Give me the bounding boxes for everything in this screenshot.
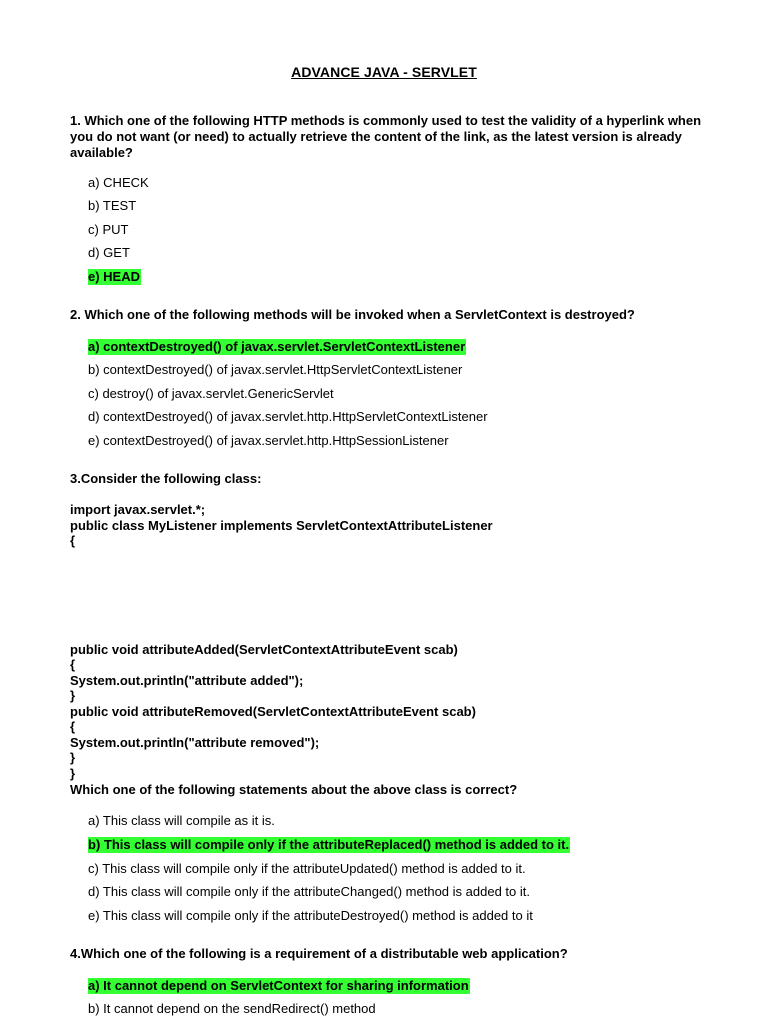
q3-option-b-answer: b) This class will compile only if the attributeReplaced() method is added to it.	[88, 837, 570, 852]
document-title: ADVANCE JAVA - SERVLET	[291, 64, 477, 80]
question-2: 2. Which one of the following methods will be invoked when a ServletContext is destroyed?	[70, 307, 635, 322]
q2-option-c: c) destroy() of javax.servlet.GenericServlet	[88, 386, 334, 401]
q1-option-b: b) TEST	[88, 198, 137, 213]
q3-code-line: import javax.servlet.*;	[70, 502, 206, 517]
q1-option-c: c) PUT	[88, 222, 129, 237]
q4-option-a-answer: a) It cannot depend on ServletContext for sharing information	[88, 978, 469, 993]
q3-code-line: System.out.println("attribute removed");	[70, 735, 320, 750]
question-3-prompt: Which one of the following statements about the above class is correct?	[70, 782, 518, 797]
q3-code-line: {	[70, 533, 76, 548]
q1-option-e-answer: e) HEAD	[88, 269, 141, 284]
question-4: 4.Which one of the following is a requirement of a distributable web application?	[70, 946, 568, 961]
q3-option-e: e) This class will compile only if the attributeDestroyed() method is added to it	[88, 908, 533, 923]
q3-code-line: {	[70, 657, 76, 672]
question-3: 3.Consider the following class:	[70, 471, 262, 486]
q1-option-a: a) CHECK	[88, 175, 149, 190]
q3-code-line: }	[70, 766, 76, 781]
q3-code-line: System.out.println("attribute added");	[70, 673, 304, 688]
q3-code-line: public void attributeAdded(ServletContextAttributeEvent scab)	[70, 642, 458, 657]
q4-option-b: b) It cannot depend on the sendRedirect() method	[88, 1001, 376, 1016]
q3-option-d: d) This class will compile only if the attributeChanged() method is added to it.	[88, 884, 530, 899]
q3-option-c: c) This class will compile only if the attributeUpdated() method is added to it.	[88, 861, 526, 876]
q3-code-line: {	[70, 719, 76, 734]
q2-option-d: d) contextDestroyed() of javax.servlet.http.HttpServletContextListener	[88, 409, 488, 424]
q3-option-a: a) This class will compile as it is.	[88, 813, 275, 828]
question-1: 1. Which one of the following HTTP methods is commonly used to test the validity of a hyperlink when you do not want (or need) to actually retrieve the content of the link, as the latest version is already available?	[70, 113, 702, 160]
q1-option-d: d) GET	[88, 245, 130, 260]
q3-code-line: }	[70, 688, 76, 703]
q2-option-e: e) contextDestroyed() of javax.servlet.http.HttpSessionListener	[88, 433, 449, 448]
q2-option-b: b) contextDestroyed() of javax.servlet.HttpServletContextListener	[88, 362, 463, 377]
q3-code-line: public void attributeRemoved(ServletContextAttributeEvent scab)	[70, 704, 476, 719]
q2-option-a-answer: a) contextDestroyed() of javax.servlet.ServletContextListener	[88, 339, 466, 354]
q3-code-line: public class MyListener implements ServletContextAttributeListener	[70, 518, 493, 533]
q3-code-line: }	[70, 750, 76, 765]
